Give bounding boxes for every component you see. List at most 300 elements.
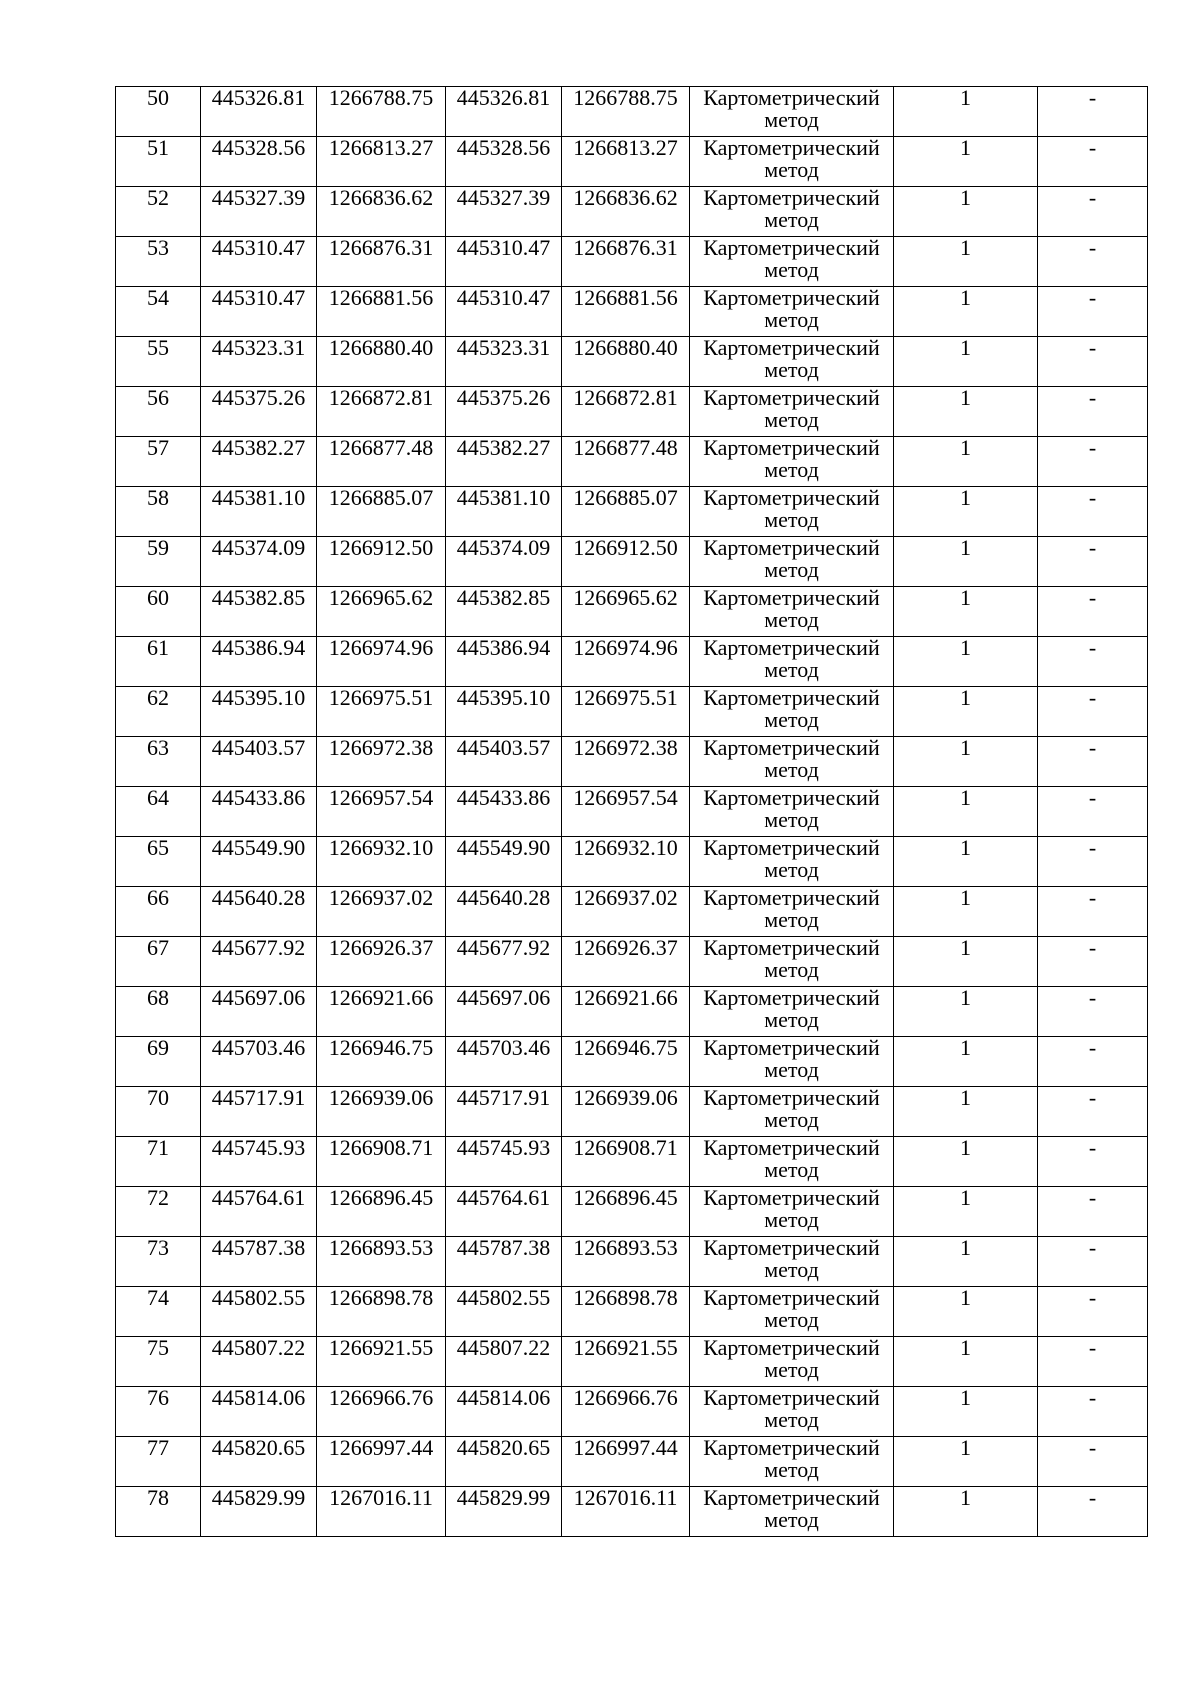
note-cell: - [1038,387,1148,437]
y-coordinate-existing-cell: 1266896.45 [317,1187,446,1237]
note-cell: - [1038,1087,1148,1137]
method-label-line1: Картометрический [703,186,880,210]
method-cell [690,1487,894,1537]
x-coordinate-refined-cell: 445677.92 [446,937,562,987]
table-row [116,1187,1148,1237]
note-cell: - [1038,1237,1148,1287]
method-cell [690,237,894,287]
method-cell [690,837,894,887]
method-label-line2: метод [764,507,819,532]
x-coordinate-refined-cell: 445703.46 [446,1037,562,1087]
y-coordinate-refined-cell: 1267016.11 [562,1487,690,1537]
x-coordinate-existing-cell: 445310.47 [201,287,317,337]
method-label-line1: Картометрический [703,736,880,760]
method-label-line1: Картометрический [703,586,880,610]
method-cell [690,687,894,737]
note-cell: - [1038,887,1148,937]
y-coordinate-existing-cell: 1266946.75 [317,1037,446,1087]
method-label-line2: метод [764,707,819,732]
y-coordinate-refined-cell: 1266921.66 [562,987,690,1037]
point-number-cell: 58 [116,487,201,537]
point-number-cell: 62 [116,687,201,737]
table-body [116,87,1148,1537]
method-cell [690,287,894,337]
note-cell: - [1038,1437,1148,1487]
x-coordinate-refined-cell: 445328.56 [446,137,562,187]
accuracy-cell: 1 [894,587,1038,637]
note-cell: - [1038,837,1148,887]
method-label-line1: Картометрический [703,1236,880,1260]
y-coordinate-existing-cell: 1266974.96 [317,637,446,687]
y-coordinate-refined-cell: 1266912.50 [562,537,690,587]
note-cell: - [1038,237,1148,287]
note-cell: - [1038,337,1148,387]
x-coordinate-existing-cell: 445382.27 [201,437,317,487]
note-cell: - [1038,687,1148,737]
x-coordinate-refined-cell: 445820.65 [446,1437,562,1487]
x-coordinate-refined-cell: 445764.61 [446,1187,562,1237]
x-coordinate-refined-cell: 445310.47 [446,237,562,287]
note-cell: - [1038,1037,1148,1087]
method-label-line1: Картометрический [703,686,880,710]
x-coordinate-refined-cell: 445375.26 [446,387,562,437]
point-number-cell: 63 [116,737,201,787]
point-number-cell: 77 [116,1437,201,1487]
table-row [116,1137,1148,1187]
method-cell [690,1037,894,1087]
table-row [116,787,1148,837]
method-cell [690,1137,894,1187]
table-row [116,537,1148,587]
table-row [116,487,1148,537]
point-number-cell: 52 [116,187,201,237]
table-row [116,1087,1148,1137]
point-number-cell: 51 [116,137,201,187]
method-label-line2: метод [764,857,819,882]
accuracy-cell: 1 [894,337,1038,387]
method-cell [690,987,894,1037]
point-number-cell: 55 [116,337,201,387]
table-row [116,937,1148,987]
method-label-line1: Картометрический [703,1186,880,1210]
y-coordinate-existing-cell: 1266926.37 [317,937,446,987]
x-coordinate-refined-cell: 445433.86 [446,787,562,837]
y-coordinate-refined-cell: 1266997.44 [562,1437,690,1487]
x-coordinate-refined-cell: 445326.81 [446,87,562,137]
table-row [116,837,1148,887]
method-cell [690,937,894,987]
method-label-line2: метод [764,1157,819,1182]
table-row [116,237,1148,287]
note-cell: - [1038,187,1148,237]
note-cell: - [1038,737,1148,787]
method-label-line2: метод [764,1407,819,1432]
method-label-line2: метод [764,257,819,282]
y-coordinate-existing-cell: 1266957.54 [317,787,446,837]
point-number-cell: 53 [116,237,201,287]
table-row [116,437,1148,487]
accuracy-cell: 1 [894,1237,1038,1287]
note-cell: - [1038,1287,1148,1337]
table-row [116,1037,1148,1087]
method-label-line1: Картометрический [703,1336,880,1360]
y-coordinate-existing-cell: 1266876.31 [317,237,446,287]
x-coordinate-existing-cell: 445807.22 [201,1337,317,1387]
y-coordinate-refined-cell: 1266872.81 [562,387,690,437]
x-coordinate-refined-cell: 445787.38 [446,1237,562,1287]
note-cell: - [1038,287,1148,337]
method-label-line2: метод [764,1507,819,1532]
note-cell: - [1038,987,1148,1037]
y-coordinate-refined-cell: 1266937.02 [562,887,690,937]
method-label-line2: метод [764,957,819,982]
coordinates-table [115,86,1148,1537]
accuracy-cell: 1 [894,687,1038,737]
method-label-line1: Картометрический [703,286,880,310]
note-cell: - [1038,487,1148,537]
x-coordinate-existing-cell: 445677.92 [201,937,317,987]
y-coordinate-refined-cell: 1266957.54 [562,787,690,837]
point-number-cell: 69 [116,1037,201,1087]
accuracy-cell: 1 [894,887,1038,937]
y-coordinate-refined-cell: 1266921.55 [562,1337,690,1387]
method-label-line2: метод [764,1007,819,1032]
method-label-line2: метод [764,157,819,182]
y-coordinate-existing-cell: 1266997.44 [317,1437,446,1487]
point-number-cell: 73 [116,1237,201,1287]
x-coordinate-existing-cell: 445382.85 [201,587,317,637]
point-number-cell: 59 [116,537,201,587]
point-number-cell: 60 [116,587,201,637]
x-coordinate-existing-cell: 445549.90 [201,837,317,887]
y-coordinate-refined-cell: 1266788.75 [562,87,690,137]
method-label-line2: метод [764,1257,819,1282]
y-coordinate-existing-cell: 1266813.27 [317,137,446,187]
x-coordinate-existing-cell: 445323.31 [201,337,317,387]
method-cell [690,187,894,237]
method-label-line1: Картометрический [703,536,880,560]
x-coordinate-existing-cell: 445764.61 [201,1187,317,1237]
table-row [116,137,1148,187]
method-label-line1: Картометрический [703,1436,880,1460]
accuracy-cell: 1 [894,87,1038,137]
accuracy-cell: 1 [894,187,1038,237]
table-row [116,1487,1148,1537]
y-coordinate-refined-cell: 1266975.51 [562,687,690,737]
method-cell [690,337,894,387]
method-cell [690,1337,894,1387]
accuracy-cell: 1 [894,1187,1038,1237]
point-number-cell: 78 [116,1487,201,1537]
point-number-cell: 67 [116,937,201,987]
method-label-line2: метод [764,807,819,832]
y-coordinate-refined-cell: 1266966.76 [562,1387,690,1437]
x-coordinate-existing-cell: 445327.39 [201,187,317,237]
note-cell: - [1038,437,1148,487]
table-row [116,1237,1148,1287]
x-coordinate-existing-cell: 445328.56 [201,137,317,187]
x-coordinate-refined-cell: 445640.28 [446,887,562,937]
y-coordinate-existing-cell: 1266966.76 [317,1387,446,1437]
point-number-cell: 71 [116,1137,201,1187]
table-row [116,87,1148,137]
x-coordinate-existing-cell: 445381.10 [201,487,317,537]
note-cell: - [1038,1187,1148,1237]
x-coordinate-existing-cell: 445814.06 [201,1387,317,1437]
y-coordinate-refined-cell: 1266813.27 [562,137,690,187]
point-number-cell: 54 [116,287,201,337]
x-coordinate-refined-cell: 445382.27 [446,437,562,487]
method-label-line1: Картометрический [703,1086,880,1110]
y-coordinate-existing-cell: 1267016.11 [317,1487,446,1537]
note-cell: - [1038,537,1148,587]
x-coordinate-existing-cell: 445802.55 [201,1287,317,1337]
method-label-line1: Картометрический [703,836,880,860]
method-label-line2: метод [764,407,819,432]
accuracy-cell: 1 [894,387,1038,437]
y-coordinate-existing-cell: 1266965.62 [317,587,446,637]
method-cell [690,1187,894,1237]
note-cell: - [1038,1337,1148,1387]
note-cell: - [1038,137,1148,187]
x-coordinate-refined-cell: 445403.57 [446,737,562,787]
y-coordinate-refined-cell: 1266974.96 [562,637,690,687]
x-coordinate-refined-cell: 445745.93 [446,1137,562,1187]
method-cell [690,487,894,537]
x-coordinate-refined-cell: 445374.09 [446,537,562,587]
y-coordinate-existing-cell: 1266921.55 [317,1337,446,1387]
accuracy-cell: 1 [894,237,1038,287]
method-cell [690,587,894,637]
x-coordinate-existing-cell: 445433.86 [201,787,317,837]
y-coordinate-existing-cell: 1266908.71 [317,1137,446,1187]
accuracy-cell: 1 [894,1137,1038,1187]
y-coordinate-existing-cell: 1266885.07 [317,487,446,537]
y-coordinate-refined-cell: 1266876.31 [562,237,690,287]
method-cell [690,1237,894,1287]
accuracy-cell: 1 [894,1387,1038,1437]
note-cell: - [1038,637,1148,687]
y-coordinate-refined-cell: 1266932.10 [562,837,690,887]
method-cell [690,537,894,587]
method-cell [690,1437,894,1487]
y-coordinate-refined-cell: 1266972.38 [562,737,690,787]
accuracy-cell: 1 [894,287,1038,337]
y-coordinate-refined-cell: 1266946.75 [562,1037,690,1087]
x-coordinate-refined-cell: 445814.06 [446,1387,562,1437]
y-coordinate-existing-cell: 1266872.81 [317,387,446,437]
method-label-line1: Картометрический [703,336,880,360]
method-cell [690,1287,894,1337]
y-coordinate-refined-cell: 1266898.78 [562,1287,690,1337]
y-coordinate-refined-cell: 1266908.71 [562,1137,690,1187]
point-number-cell: 66 [116,887,201,937]
method-label-line2: метод [764,607,819,632]
table-row [116,287,1148,337]
x-coordinate-existing-cell: 445745.93 [201,1137,317,1187]
y-coordinate-refined-cell: 1266896.45 [562,1187,690,1237]
x-coordinate-refined-cell: 445697.06 [446,987,562,1037]
table-row [116,687,1148,737]
table-row [116,887,1148,937]
accuracy-cell: 1 [894,437,1038,487]
x-coordinate-existing-cell: 445697.06 [201,987,317,1037]
accuracy-cell: 1 [894,787,1038,837]
table-row [116,387,1148,437]
point-number-cell: 50 [116,87,201,137]
y-coordinate-existing-cell: 1266975.51 [317,687,446,737]
point-number-cell: 61 [116,637,201,687]
method-cell [690,1387,894,1437]
table-row [116,987,1148,1037]
x-coordinate-existing-cell: 445375.26 [201,387,317,437]
y-coordinate-refined-cell: 1266965.62 [562,587,690,637]
accuracy-cell: 1 [894,837,1038,887]
point-number-cell: 76 [116,1387,201,1437]
method-label-line2: метод [764,1457,819,1482]
method-label-line1: Картометрический [703,886,880,910]
accuracy-cell: 1 [894,137,1038,187]
x-coordinate-existing-cell: 445717.91 [201,1087,317,1137]
x-coordinate-existing-cell: 445374.09 [201,537,317,587]
y-coordinate-existing-cell: 1266912.50 [317,537,446,587]
x-coordinate-refined-cell: 445381.10 [446,487,562,537]
y-coordinate-existing-cell: 1266893.53 [317,1237,446,1287]
y-coordinate-refined-cell: 1266880.40 [562,337,690,387]
method-label-line1: Картометрический [703,1486,880,1510]
accuracy-cell: 1 [894,637,1038,687]
x-coordinate-refined-cell: 445382.85 [446,587,562,637]
method-label-line1: Картометрический [703,486,880,510]
y-coordinate-refined-cell: 1266926.37 [562,937,690,987]
method-label-line2: метод [764,457,819,482]
x-coordinate-existing-cell: 445703.46 [201,1037,317,1087]
x-coordinate-refined-cell: 445323.31 [446,337,562,387]
method-label-line2: метод [764,1057,819,1082]
x-coordinate-refined-cell: 445717.91 [446,1087,562,1137]
method-cell [690,387,894,437]
note-cell: - [1038,937,1148,987]
table-row [116,1337,1148,1387]
y-coordinate-refined-cell: 1266877.48 [562,437,690,487]
x-coordinate-existing-cell: 445787.38 [201,1237,317,1287]
method-label-line2: метод [764,1107,819,1132]
y-coordinate-existing-cell: 1266880.40 [317,337,446,387]
note-cell: - [1038,87,1148,137]
y-coordinate-existing-cell: 1266937.02 [317,887,446,937]
note-cell: - [1038,1387,1148,1437]
note-cell: - [1038,1487,1148,1537]
x-coordinate-refined-cell: 445395.10 [446,687,562,737]
method-label-line2: метод [764,757,819,782]
method-label-line1: Картометрический [703,1136,880,1160]
method-label-line1: Картометрический [703,1286,880,1310]
method-label-line2: метод [764,1307,819,1332]
table-row [116,337,1148,387]
method-label-line2: метод [764,907,819,932]
point-number-cell: 72 [116,1187,201,1237]
y-coordinate-existing-cell: 1266921.66 [317,987,446,1037]
method-label-line1: Картометрический [703,786,880,810]
x-coordinate-existing-cell: 445403.57 [201,737,317,787]
point-number-cell: 74 [116,1287,201,1337]
accuracy-cell: 1 [894,1337,1038,1387]
point-number-cell: 56 [116,387,201,437]
y-coordinate-refined-cell: 1266836.62 [562,187,690,237]
note-cell: - [1038,587,1148,637]
method-cell [690,1087,894,1137]
accuracy-cell: 1 [894,737,1038,787]
y-coordinate-refined-cell: 1266881.56 [562,287,690,337]
accuracy-cell: 1 [894,537,1038,587]
y-coordinate-refined-cell: 1266939.06 [562,1087,690,1137]
point-number-cell: 64 [116,787,201,837]
table-row [116,187,1148,237]
x-coordinate-refined-cell: 445327.39 [446,187,562,237]
y-coordinate-existing-cell: 1266972.38 [317,737,446,787]
x-coordinate-existing-cell: 445640.28 [201,887,317,937]
method-label-line1: Картометрический [703,86,880,110]
x-coordinate-existing-cell: 445326.81 [201,87,317,137]
x-coordinate-refined-cell: 445549.90 [446,837,562,887]
point-number-cell: 70 [116,1087,201,1137]
x-coordinate-existing-cell: 445820.65 [201,1437,317,1487]
y-coordinate-refined-cell: 1266893.53 [562,1237,690,1287]
point-number-cell: 65 [116,837,201,887]
method-label-line1: Картометрический [703,1036,880,1060]
method-label-line2: метод [764,1357,819,1382]
method-label-line1: Картометрический [703,636,880,660]
accuracy-cell: 1 [894,1487,1038,1537]
x-coordinate-refined-cell: 445386.94 [446,637,562,687]
method-cell [690,887,894,937]
y-coordinate-existing-cell: 1266877.48 [317,437,446,487]
x-coordinate-existing-cell: 445829.99 [201,1487,317,1537]
accuracy-cell: 1 [894,1087,1038,1137]
accuracy-cell: 1 [894,487,1038,537]
point-number-cell: 57 [116,437,201,487]
method-label-line2: метод [764,357,819,382]
method-label-line2: метод [764,557,819,582]
method-cell [690,87,894,137]
table-row [116,737,1148,787]
table-row [116,1287,1148,1337]
x-coordinate-refined-cell: 445807.22 [446,1337,562,1387]
accuracy-cell: 1 [894,1037,1038,1087]
point-number-cell: 75 [116,1337,201,1387]
y-coordinate-existing-cell: 1266939.06 [317,1087,446,1137]
table-row [116,637,1148,687]
method-label-line2: метод [764,107,819,132]
method-cell [690,787,894,837]
y-coordinate-existing-cell: 1266881.56 [317,287,446,337]
method-label-line1: Картометрический [703,386,880,410]
y-coordinate-existing-cell: 1266898.78 [317,1287,446,1337]
method-label-line1: Картометрический [703,986,880,1010]
accuracy-cell: 1 [894,937,1038,987]
method-label-line1: Картометрический [703,936,880,960]
x-coordinate-refined-cell: 445310.47 [446,287,562,337]
accuracy-cell: 1 [894,1437,1038,1487]
note-cell: - [1038,787,1148,837]
method-label-line1: Картометрический [703,136,880,160]
table-row [116,587,1148,637]
method-label-line1: Картометрический [703,1386,880,1410]
accuracy-cell: 1 [894,987,1038,1037]
method-label-line1: Картометрический [703,236,880,260]
table-row [116,1387,1148,1437]
method-label-line2: метод [764,1207,819,1232]
